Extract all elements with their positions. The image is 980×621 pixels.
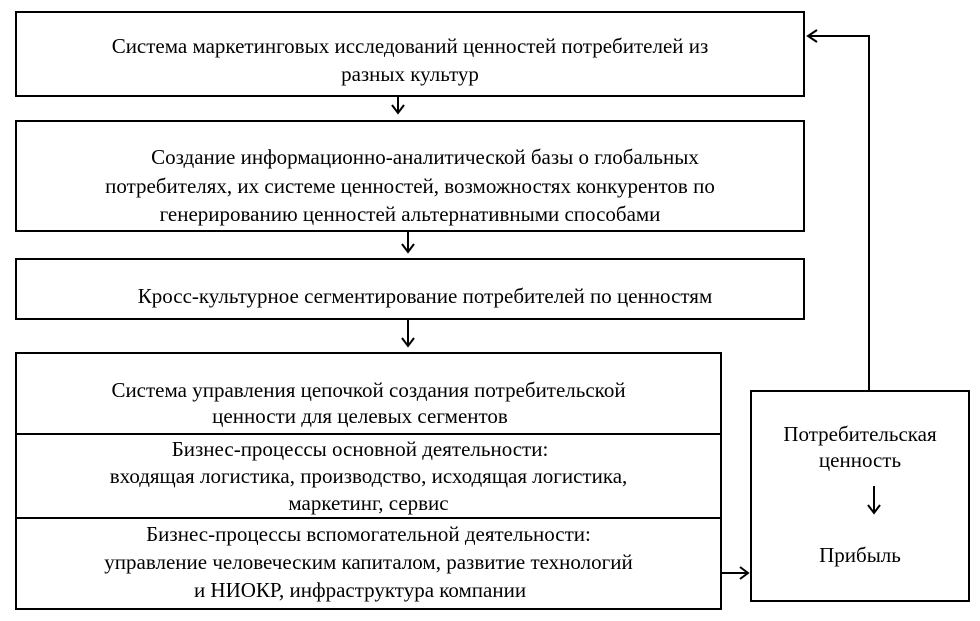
market-research-text-line-2: разных культур [341, 62, 479, 86]
primary-processes-line-3: маркетинг, сервис [288, 491, 449, 515]
info-base-text-line-2: потребителях, их системе ценностей, возможностях конкурентов по [105, 174, 715, 198]
customer-value-text-line-1: Потребительская [783, 422, 937, 446]
arrow-value-to-profit [868, 486, 880, 513]
arrow-box1-to-box2 [392, 97, 404, 113]
support-processes-line-2: управление человеческим капиталом, развитие технологий [104, 550, 633, 574]
market-research-text-line-1: Система маркетинговых исследований ценностей потребителей из [111, 34, 709, 58]
primary-processes-line-2: входящая логистика, производство, исходящая логистика, [109, 464, 628, 488]
support-processes-line-3: и НИОКР, инфраструктура компании [193, 578, 527, 602]
segmentation-text: Кросс-культурное сегментирование потребителей по ценностям [137, 284, 713, 308]
arrow-feedback-to-box1 [808, 30, 869, 390]
info-base-text-line-3: генерированию ценностей альтернативными способами [159, 202, 661, 226]
info-base-text-line-1: Создание информационно-аналитической базы о глобальных [151, 145, 699, 169]
arrow-box2-to-box3 [402, 232, 414, 252]
profit-text: Прибыль [819, 543, 901, 567]
value-chain-title-line-2: ценности для целевых сегментов [212, 404, 508, 428]
value-chain-title-line-1: Система управления цепочкой создания потребительской [111, 378, 626, 402]
arrow-box3-to-box4 [402, 320, 414, 346]
customer-value-text-line-2: ценность [818, 448, 902, 472]
arrow-box4-to-box5 [722, 567, 748, 579]
support-processes-line-1: Бизнес-процессы вспомогательной деятельности: [146, 522, 591, 546]
primary-processes-line-1: Бизнес-процессы основной деятельности: [171, 437, 549, 461]
